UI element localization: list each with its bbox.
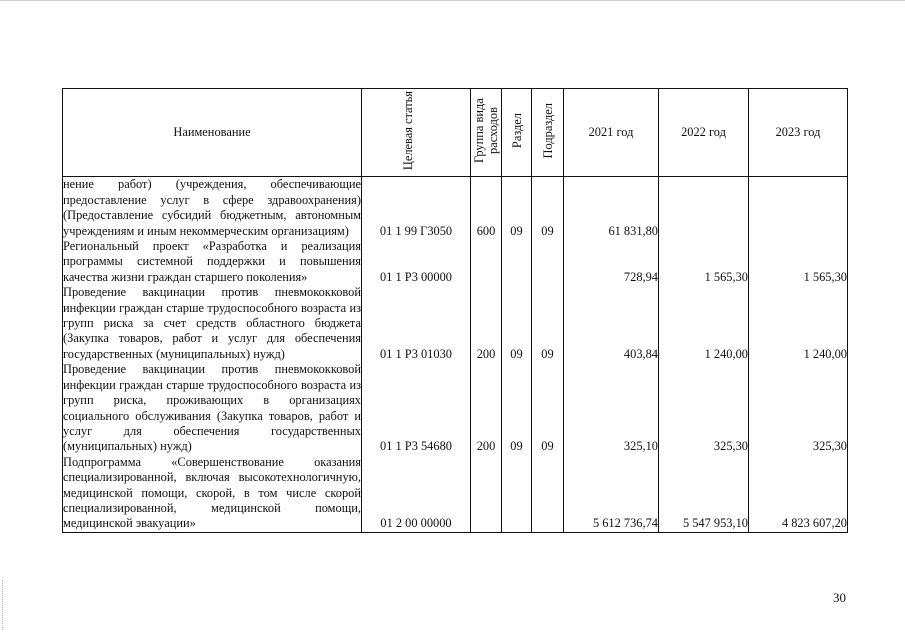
table-row — [63, 362, 848, 454]
row-expense-group: 200 — [471, 285, 502, 362]
row-target-article: 01 1 P3 54680 — [362, 362, 471, 454]
header-year-2023: 2023 год — [749, 89, 848, 177]
row-amount-2023: 1 565,30 — [749, 239, 848, 285]
row-expense-group: 600 — [471, 177, 502, 239]
row-target-article: 01 1 P3 00000 — [362, 239, 471, 285]
row-name: Проведение вакцинации против пневмококковой инфекции граждан старше трудоспособного возраста из групп риска за счет средств областного бюджета (Закупка товаров, работ и услуг для обеспечения государственных (муниципальных) нужд) — [63, 285, 361, 361]
row-amount-2022 — [659, 177, 749, 239]
table-row — [63, 285, 848, 362]
header-subsection — [532, 89, 564, 177]
row-target-article: 01 1 99 Г3050 — [362, 177, 471, 239]
row-subsection: 09 — [532, 285, 564, 362]
header-expense-group — [471, 89, 502, 177]
row-amount-2022: 1 565,30 — [659, 239, 749, 285]
row-section — [502, 455, 532, 533]
row-subsection — [532, 239, 564, 285]
row-expense-group — [471, 239, 502, 285]
row-amount-2023: 325,30 — [749, 362, 848, 454]
row-target-article: 01 2 00 00000 — [362, 455, 471, 533]
row-amount-2023: 1 240,00 — [749, 285, 848, 362]
row-amount-2022: 325,30 — [659, 362, 749, 454]
row-amount-2021: 325,10 — [564, 362, 659, 454]
row-amount-2022: 1 240,00 — [659, 285, 749, 362]
row-name: Подпрограмма «Совершенствование оказания специализированной, включая высокотехнологичную, медицинской помощи, скорой, в том числе скорой специализированной, медицинской помощи, медицинской эвакуации» — [63, 454, 361, 531]
row-section: 09 — [502, 285, 532, 362]
row-name-cell — [63, 177, 362, 239]
row-amount-2021: 403,84 — [564, 285, 659, 362]
row-amount-2023: 4 823 607,20 — [749, 455, 848, 533]
row-section: 09 — [502, 362, 532, 454]
table-row — [63, 455, 848, 533]
header-subsection-label: Подраздел — [540, 102, 555, 159]
header-year-2021: 2021 год — [564, 89, 659, 177]
header-year-2022: 2022 год — [659, 89, 749, 177]
row-name-cell — [63, 285, 362, 362]
row-subsection — [532, 455, 564, 533]
header-target-article — [362, 89, 471, 177]
table-row — [63, 239, 848, 285]
row-amount-2022: 5 547 953,10 — [659, 455, 749, 533]
row-amount-2021: 728,94 — [564, 239, 659, 285]
header-name: Наименование — [63, 89, 362, 177]
row-amount-2023 — [749, 177, 848, 239]
row-subsection: 09 — [532, 362, 564, 454]
header-section-label: Раздел — [509, 112, 524, 149]
scan-margin-marks — [2, 580, 4, 630]
row-name: нение работ) (учреждения, обеспечивающие предоставление услуг в сфере здравоохранения) (Предоставление субсидий бюджетным, автономным учреждениям и иным некоммерческим организациям) — [63, 177, 361, 238]
header-expense-group-label: Группа вида расходов — [472, 98, 500, 163]
row-section: 09 — [502, 177, 532, 239]
row-expense-group — [471, 455, 502, 533]
row-amount-2021: 61 831,80 — [564, 177, 659, 239]
row-expense-group: 200 — [471, 362, 502, 454]
scan-top-edge — [0, 0, 905, 1]
row-amount-2021: 5 612 736,74 — [564, 455, 659, 533]
page-number: 30 — [833, 590, 846, 605]
header-section — [502, 89, 532, 177]
row-target-article: 01 1 P3 01030 — [362, 285, 471, 362]
table-row — [63, 177, 848, 239]
row-name-cell — [63, 455, 362, 533]
row-section — [502, 239, 532, 285]
row-name: Региональный проект «Разработка и реализация программы системной поддержки и повышения качества жизни граждан старшего поколения» — [63, 239, 361, 284]
row-subsection: 09 — [532, 177, 564, 239]
row-name-cell — [63, 362, 362, 454]
header-target-article-label: Целевая статья — [401, 90, 415, 171]
budget-table — [62, 88, 848, 533]
row-name-cell — [63, 239, 362, 285]
table-header-row — [63, 89, 848, 177]
row-name: Проведение вакцинации против пневмококковой инфекции граждан старше трудоспособного возраста из групп риска, проживающих в организациях социального обслуживания (Закупка товаров, работ и услуг для обеспечения государственных (муниципальных) нужд) — [63, 362, 361, 454]
